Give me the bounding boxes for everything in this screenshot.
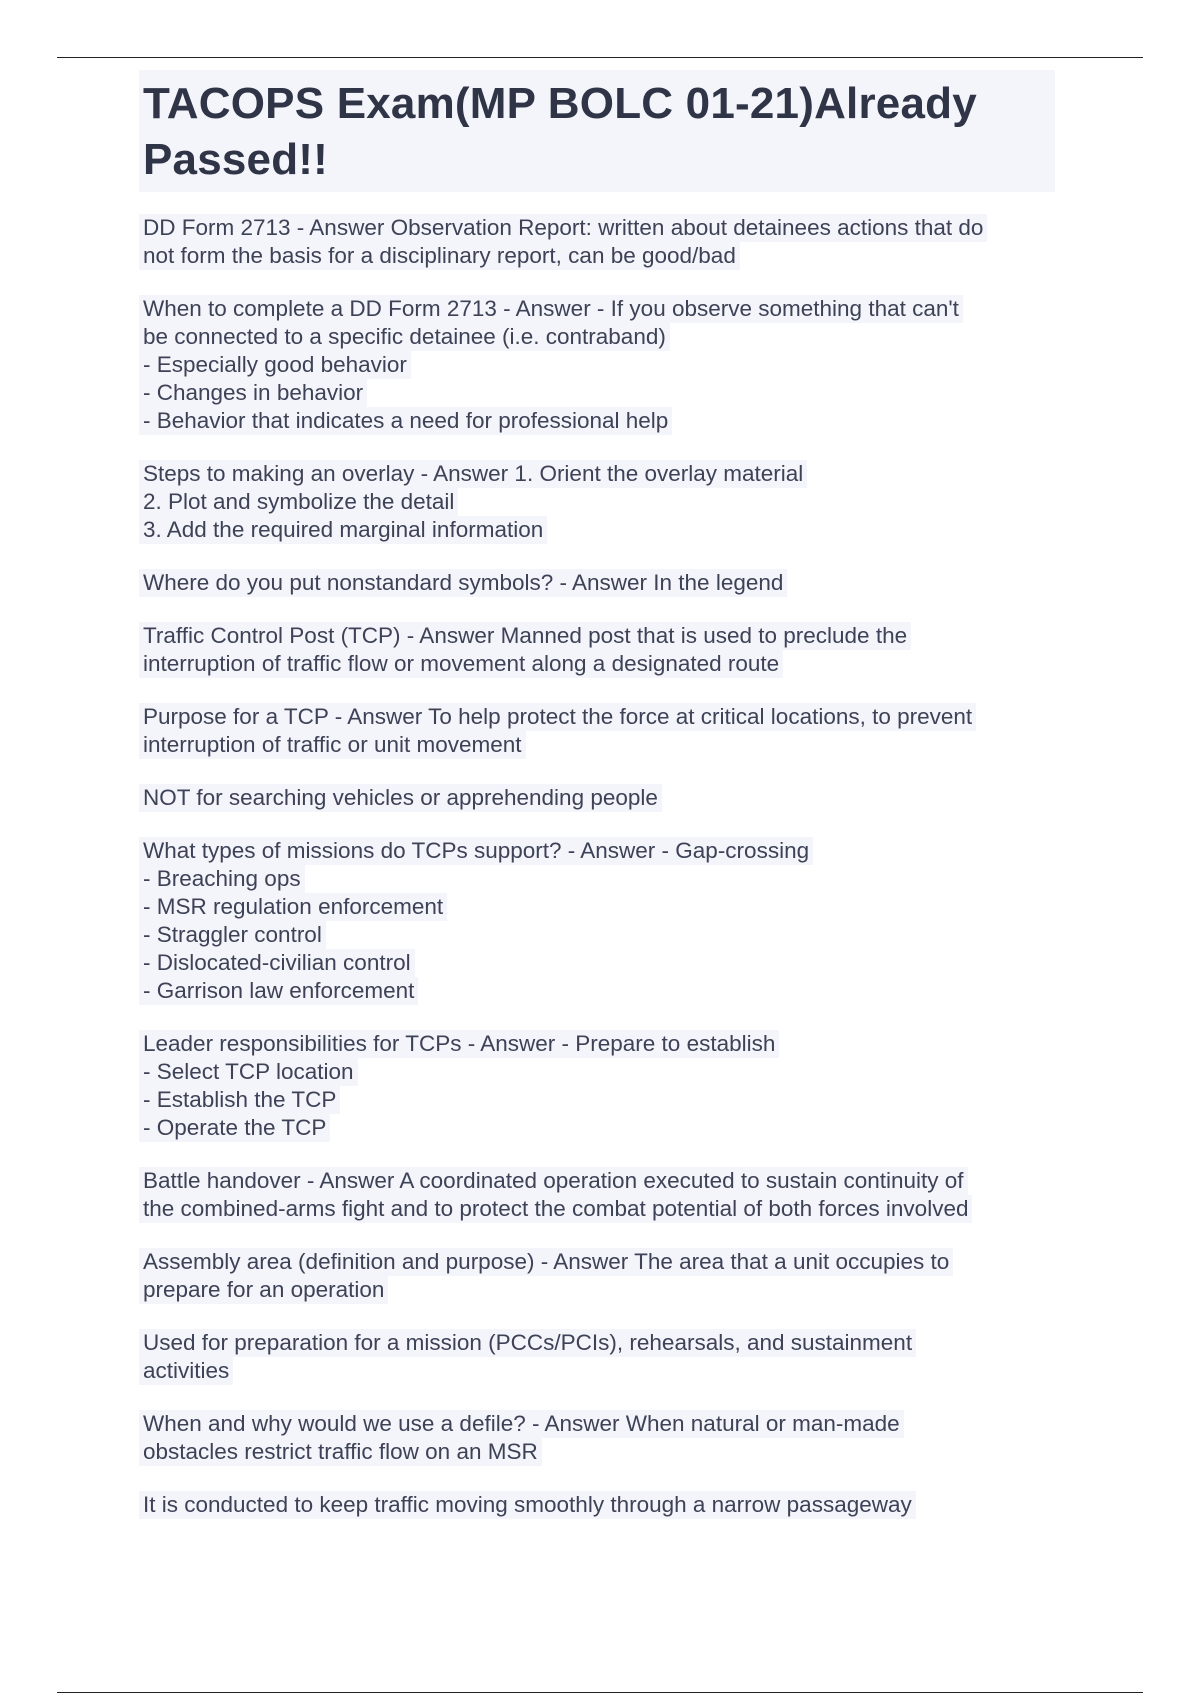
qa-line-row — [143, 516, 1055, 544]
qa-line: - Garrison law enforcement — [139, 977, 418, 1005]
qa-line: - Especially good behavior — [139, 351, 411, 379]
qa-line-row — [143, 295, 1055, 323]
qa-line-row — [143, 1086, 1055, 1114]
qa-line: obstacles restrict traffic flow on an MSR — [139, 1438, 542, 1466]
qa-line-row — [143, 1058, 1055, 1086]
qa-line: When to complete a DD Form 2713 - Answer - If you observe something that can't — [139, 295, 963, 323]
qa-line-row — [143, 1491, 1055, 1519]
qa-line-row — [143, 242, 1055, 270]
qa-block — [143, 1329, 1055, 1385]
qa-line: Where do you put nonstandard symbols? - Answer In the legend — [139, 569, 787, 597]
qa-line-row — [143, 703, 1055, 731]
qa-line-row — [143, 784, 1055, 812]
qa-line: NOT for searching vehicles or apprehending people — [139, 784, 662, 812]
qa-line-row — [143, 379, 1055, 407]
qa-block — [143, 784, 1055, 812]
page-title — [143, 76, 1051, 188]
qa-line-row — [143, 351, 1055, 379]
qa-line: - Breaching ops — [139, 865, 305, 893]
qa-line: What types of missions do TCPs support? - Answer - Gap-crossing — [139, 837, 813, 865]
qa-line-row — [143, 893, 1055, 921]
qa-line: prepare for an operation — [139, 1276, 388, 1304]
qa-line-row — [143, 488, 1055, 516]
qa-block — [143, 214, 1055, 270]
qa-line: not form the basis for a disciplinary report, can be good/bad — [139, 242, 740, 270]
qa-line-row — [143, 837, 1055, 865]
qa-line: the combined-arms fight and to protect the combat potential of both forces involved — [139, 1195, 972, 1223]
qa-line-row — [143, 1195, 1055, 1223]
qa-line-row — [143, 569, 1055, 597]
qa-line: When and why would we use a defile? - Answer When natural or man-made — [139, 1410, 904, 1438]
qa-block — [143, 703, 1055, 759]
qa-block — [143, 569, 1055, 597]
qa-line: Assembly area (definition and purpose) - Answer The area that a unit occupies to — [139, 1248, 953, 1276]
qa-line: - Dislocated-civilian control — [139, 949, 415, 977]
qa-line: Purpose for a TCP - Answer To help protect the force at critical locations, to prevent — [139, 703, 976, 731]
qa-line: Traffic Control Post (TCP) - Answer Manned post that is used to preclude the — [139, 622, 911, 650]
qa-line-row — [143, 1410, 1055, 1438]
qa-line-row — [143, 977, 1055, 1005]
qa-line: - Changes in behavior — [139, 379, 367, 407]
title-block — [139, 70, 1055, 192]
qa-line: Used for preparation for a mission (PCCs/PCIs), rehearsals, and sustainment — [139, 1329, 916, 1357]
qa-line: - Behavior that indicates a need for professional help — [139, 407, 672, 435]
qa-line-row — [143, 921, 1055, 949]
qa-line-row — [143, 622, 1055, 650]
qa-list — [143, 214, 1055, 1519]
qa-line-row — [143, 214, 1055, 242]
qa-block — [143, 837, 1055, 1005]
qa-block — [143, 1248, 1055, 1304]
qa-line-row — [143, 1438, 1055, 1466]
qa-line: DD Form 2713 - Answer Observation Report: written about detainees actions that do — [139, 214, 987, 242]
qa-line: Leader responsibilities for TCPs - Answer - Prepare to establish — [139, 1030, 779, 1058]
qa-line: interruption of traffic flow or movement along a designated route — [139, 650, 783, 678]
top-rule — [57, 57, 1143, 58]
qa-line-row — [143, 731, 1055, 759]
qa-line: - Operate the TCP — [139, 1114, 330, 1142]
qa-line-row — [143, 1248, 1055, 1276]
qa-block — [143, 1491, 1055, 1519]
qa-block — [143, 622, 1055, 678]
qa-line-row — [143, 1329, 1055, 1357]
bottom-rule — [57, 1692, 1143, 1693]
qa-line: Battle handover - Answer A coordinated operation executed to sustain continuity of — [139, 1167, 968, 1195]
qa-line: be connected to a specific detainee (i.e. contraband) — [139, 323, 670, 351]
qa-line-row — [143, 323, 1055, 351]
qa-line: - Straggler control — [139, 921, 326, 949]
qa-block — [143, 295, 1055, 435]
qa-line-row — [143, 460, 1055, 488]
qa-block — [143, 1030, 1055, 1142]
document-body — [143, 70, 1055, 1544]
qa-block — [143, 1410, 1055, 1466]
title-line-2: Passed!! — [143, 135, 329, 184]
qa-line-row — [143, 1167, 1055, 1195]
qa-line: - Select TCP location — [139, 1058, 358, 1086]
qa-block — [143, 1167, 1055, 1223]
qa-line: activities — [139, 1357, 233, 1385]
qa-line-row — [143, 1030, 1055, 1058]
qa-line: 3. Add the required marginal information — [139, 516, 547, 544]
qa-line-row — [143, 1114, 1055, 1142]
qa-line-row — [143, 1276, 1055, 1304]
qa-line-row — [143, 1357, 1055, 1385]
qa-line: interruption of traffic or unit movement — [139, 731, 526, 759]
qa-line: 2. Plot and symbolize the detail — [139, 488, 458, 516]
qa-block — [143, 460, 1055, 544]
qa-line-row — [143, 865, 1055, 893]
qa-line: - Establish the TCP — [139, 1086, 340, 1114]
qa-line: Steps to making an overlay - Answer 1. Orient the overlay material — [139, 460, 807, 488]
qa-line: It is conducted to keep traffic moving smoothly through a narrow passageway — [139, 1491, 916, 1519]
title-line-1: TACOPS Exam(MP BOLC 01-21)Already — [143, 79, 977, 128]
qa-line-row — [143, 650, 1055, 678]
qa-line: - MSR regulation enforcement — [139, 893, 447, 921]
qa-line-row — [143, 949, 1055, 977]
qa-line-row — [143, 407, 1055, 435]
